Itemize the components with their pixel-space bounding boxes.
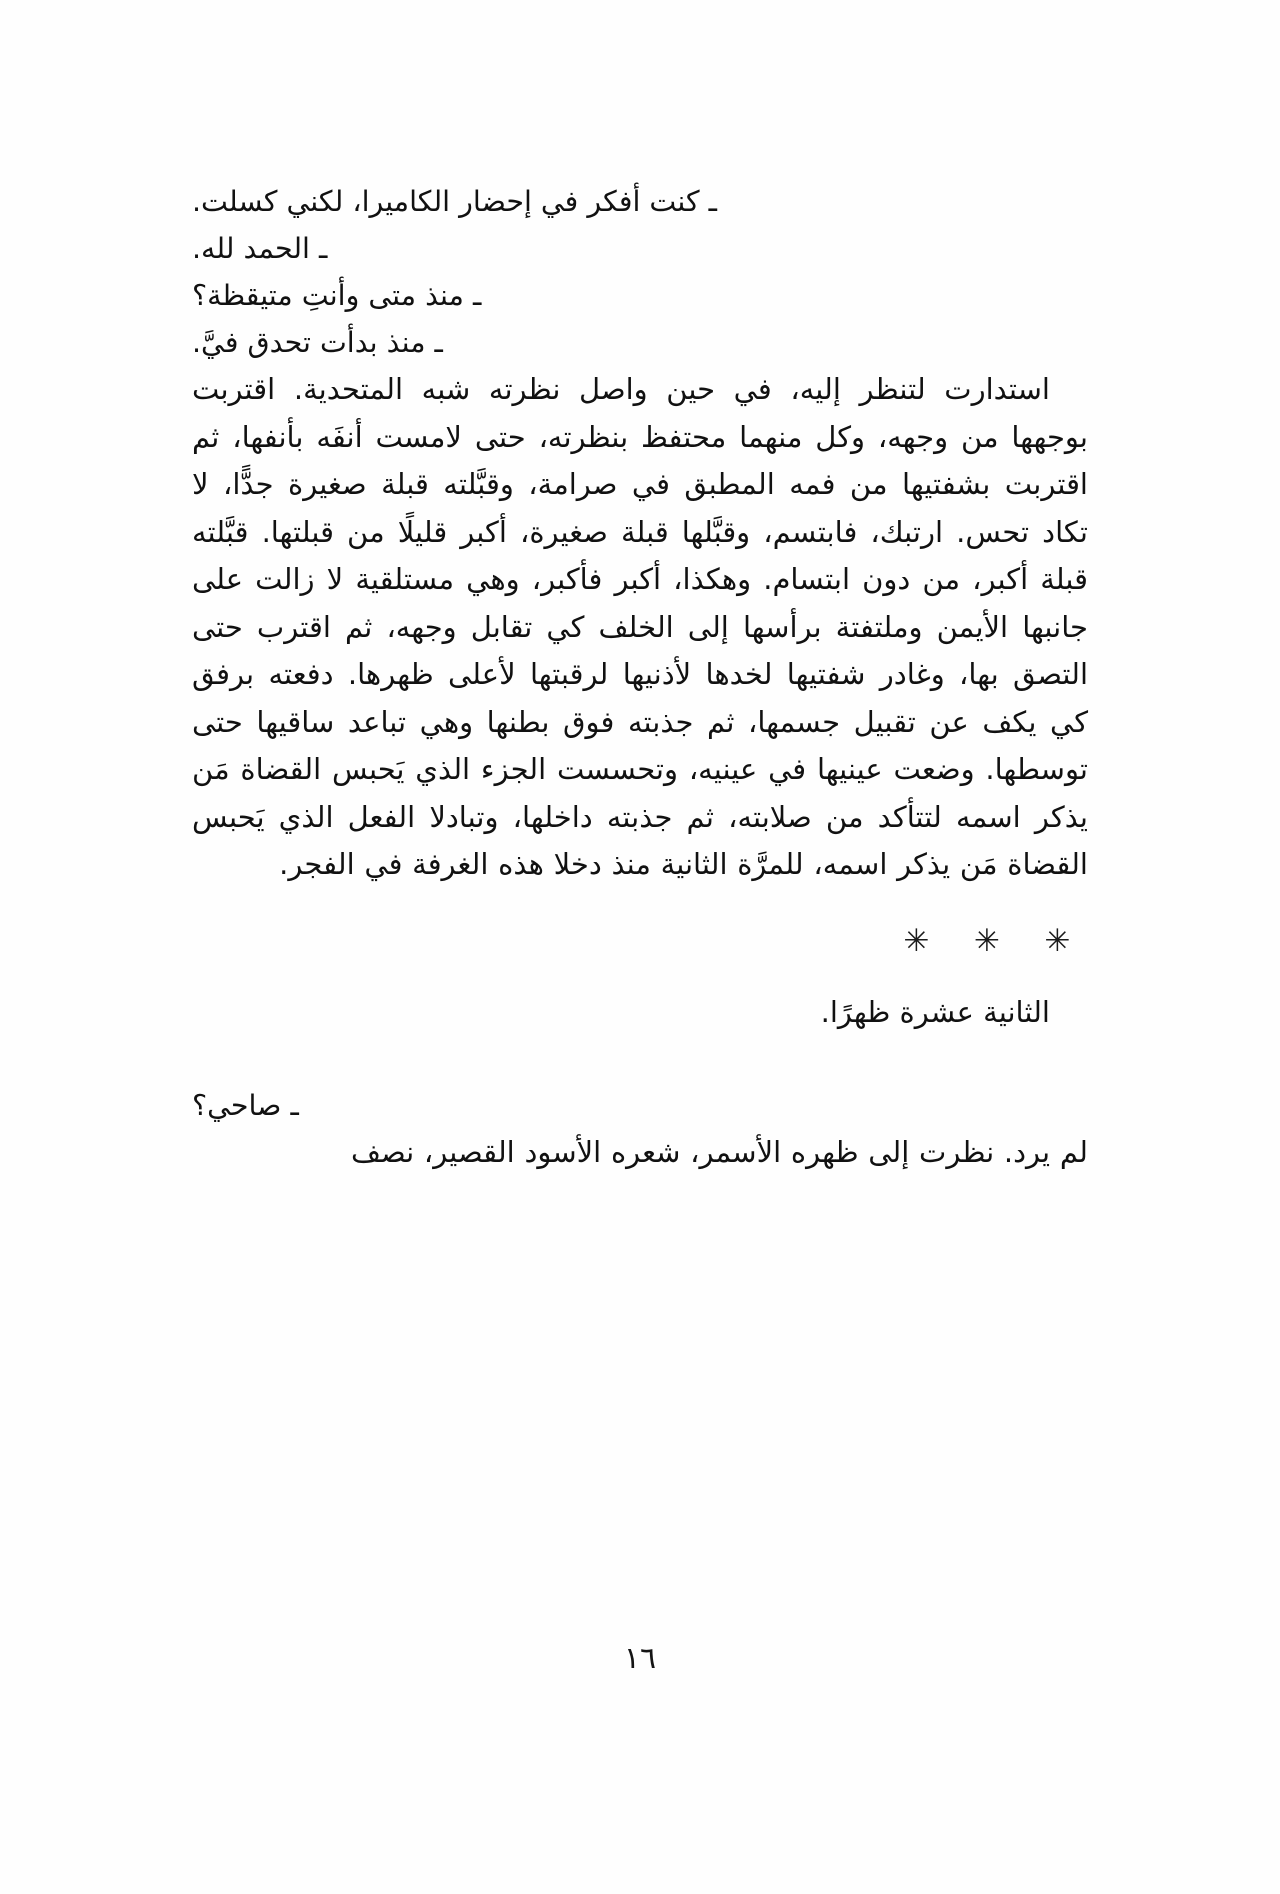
scene-separator (192, 923, 1088, 959)
text-column (192, 178, 1088, 1176)
scene-gap-spacer (192, 1036, 1088, 1082)
asterisk-icon-3: ✳ (1044, 922, 1071, 959)
dialogue-line-5: ـ صاحي؟ (192, 1088, 299, 1122)
page-number: ١٦ (623, 1641, 657, 1676)
dialogue-line-4: ـ منذ بدأت تحدق فيَّ. (192, 326, 443, 359)
asterisk-icon-2: ✳ (973, 922, 1001, 959)
dialogue-line-3: ـ منذ متى وأنتِ متيقظة؟ (192, 279, 482, 312)
dialogue-block-bottom (192, 1082, 1088, 1129)
dialogue-line-1: ـ كنت أفكر في إحضار الكاميرا، لكني كسلت. (192, 185, 717, 218)
narration-paragraph: استدارت لتنظر إليه، في حين واصل نظرته شبه المتحدية. اقتربت بوجهها من وجهه، وكل منهما محتفظ بنظرته، حتى لامست أنفَه بأنفها، ثم اقتربت بشفتيها من فمه المطبق في صرامة، وقبَّلته قبلة صغيرة جدًّا، لا تكاد تحس. ارتبك، فابتسم، وقبَّلها قبلة صغيرة، أكبر قليلًا من قبلتها. قبَّلته قبلة أكبر، من دون ابتسام. وهكذا، أكبر فأكبر، وهي مستلقية لا زالت على جانبها الأيمن وملتفتة برأسها إلى الخلف كي تقابل وجهه، ثم اقترب حتى التصق بها، وغادر شفتيها لخدها لأذنيها لرقبتها لأعلى ظهرها. دفعته برفق كي يكف عن تقبيل جسمها، ثم جذبته فوق بطنها وهي تباعد ساقيها حتى توسطها. وضعت عينيها في عينيه، وتحسست الجزء الذي يَحبس القضاة مَن يذكر اسمه لتتأكد من صلابته، ثم جذبته داخلها، وتبادلا الفعل الذي يَحبس القضاة مَن يذكر اسمه، للمرَّة الثانية منذ دخلا هذه الغرفة في الفجر. (192, 372, 1088, 881)
dialogue-line-2: ـ الحمد لله. (192, 232, 328, 265)
asterisk-icon-1: ✳ (903, 922, 930, 959)
dialogue-block-top (192, 178, 1088, 366)
narration-paragraph-2: لم يرد. نظرت إلى ظهره الأسمر، شعره الأسود القصير، نصف (350, 1134, 1088, 1169)
scene-timestamp: الثانية عشرة ظهرًا. (820, 994, 1050, 1029)
